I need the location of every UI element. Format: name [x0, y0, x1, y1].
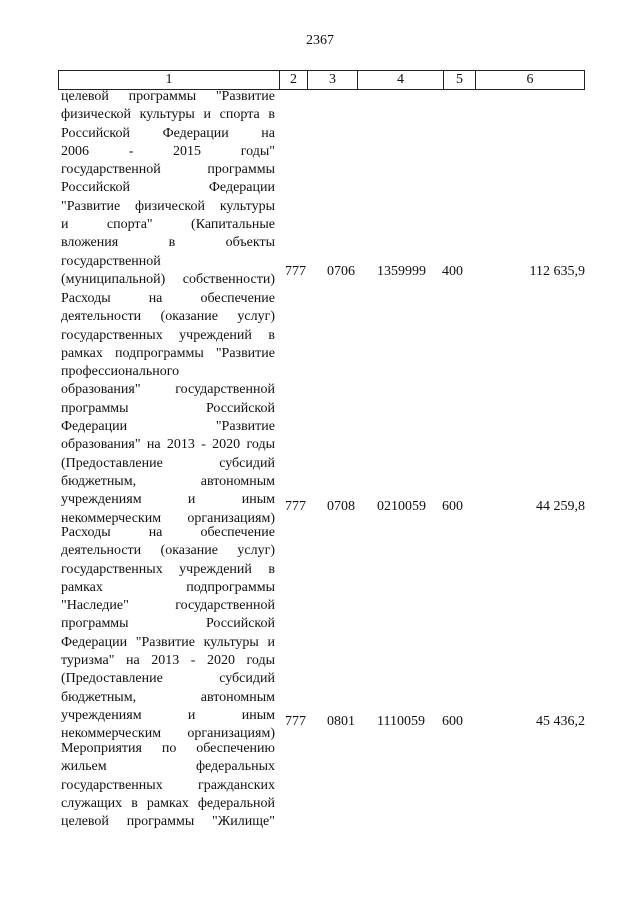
row-description: [61, 524, 275, 744]
row-col4: 1110059: [377, 714, 425, 729]
row-description: [61, 740, 275, 831]
row-col2: 777: [285, 499, 306, 514]
row-col5: 600: [442, 499, 463, 514]
description-line: Мероприятия по обеспечению: [61, 741, 275, 756]
header-cell-1: 1: [59, 71, 280, 89]
header-cell-4: 4: [358, 71, 444, 89]
description-line: образования" на 2013 - 2020 годы: [61, 437, 275, 453]
description-line: (Предоставление субсидий: [61, 455, 275, 471]
description-line: целевой программы "Развитие: [61, 89, 275, 104]
row-col6: 45 436,2: [536, 714, 585, 729]
row-col4: 0210059: [377, 499, 426, 514]
description-line: деятельности (оказание услуг): [61, 309, 275, 325]
description-line: служащих в рамках федеральной: [61, 795, 275, 811]
description-line: Федерации "Развитие: [61, 419, 275, 435]
description-line: Федерации "Развитие культуры и: [61, 634, 275, 650]
description-line: некоммерческим организациям): [61, 510, 275, 526]
description-line: (муниципальной) собственности): [61, 271, 275, 287]
description-line: рамках подпрограммы "Развитие: [61, 345, 275, 361]
row-col3: 0706: [327, 264, 355, 279]
description-line: рамках подпрограммы: [61, 579, 275, 595]
description-line: и спорта" (Капитальные: [61, 217, 275, 233]
description-line: государственных учреждений в: [61, 561, 275, 577]
header-cell-6: 6: [526, 72, 534, 87]
header-cell-3: 3: [308, 71, 358, 89]
description-line: целевой программы "Жилище": [61, 814, 275, 830]
description-line: бюджетным, автономным: [61, 473, 275, 489]
description-line: программы Российской: [61, 400, 275, 416]
header-cell-5: 5: [444, 71, 476, 89]
description-line: некоммерческим организациям): [61, 726, 275, 742]
description-line: учреждениям и иным: [61, 707, 275, 723]
description-line: (Предоставление субсидий: [61, 671, 275, 687]
page-number: 2367: [306, 33, 334, 48]
description-line: государственной программы: [61, 162, 275, 178]
row-description: [61, 88, 275, 289]
description-line: вложения в объекты: [61, 235, 275, 251]
row-col6: 112 635,9: [529, 264, 585, 279]
header-cell-2: 2: [280, 71, 308, 89]
row-col5: 400: [442, 264, 463, 279]
row-description: [61, 290, 275, 528]
description-line: Российской Федерации: [61, 180, 275, 196]
description-line: физической культуры и спорта в: [61, 107, 275, 123]
description-line: образования" государственной: [61, 382, 275, 398]
description-line: государственной: [61, 253, 161, 269]
description-line: Российской Федерации на: [61, 125, 275, 141]
description-line: 2006 - 2015 годы": [61, 143, 275, 159]
description-line: бюджетным, автономным: [61, 689, 275, 705]
row-col3: 0801: [327, 714, 355, 729]
description-line: деятельности (оказание услуг): [61, 543, 275, 559]
description-line: "Наследие" государственной: [61, 598, 275, 614]
row-col6: 44 259,8: [536, 499, 585, 514]
description-line: программы Российской: [61, 616, 275, 632]
row-col3: 0708: [327, 499, 355, 514]
table-header: [58, 70, 585, 90]
description-line: "Развитие физической культуры: [61, 198, 275, 214]
description-line: профессионального: [61, 364, 180, 380]
description-line: Расходы на обеспечение: [61, 525, 275, 540]
description-line: туризма" на 2013 - 2020 годы: [61, 653, 275, 669]
row-col4: 1359999: [377, 264, 426, 279]
description-line: государственных гражданских: [61, 777, 275, 793]
row-col5: 600: [442, 714, 463, 729]
row-col2: 777: [285, 714, 306, 729]
description-line: государственных учреждений в: [61, 327, 275, 343]
row-col2: 777: [285, 264, 306, 279]
description-line: учреждениям и иным: [61, 492, 275, 508]
description-line: Расходы на обеспечение: [61, 291, 275, 306]
description-line: жильем федеральных: [61, 759, 275, 775]
